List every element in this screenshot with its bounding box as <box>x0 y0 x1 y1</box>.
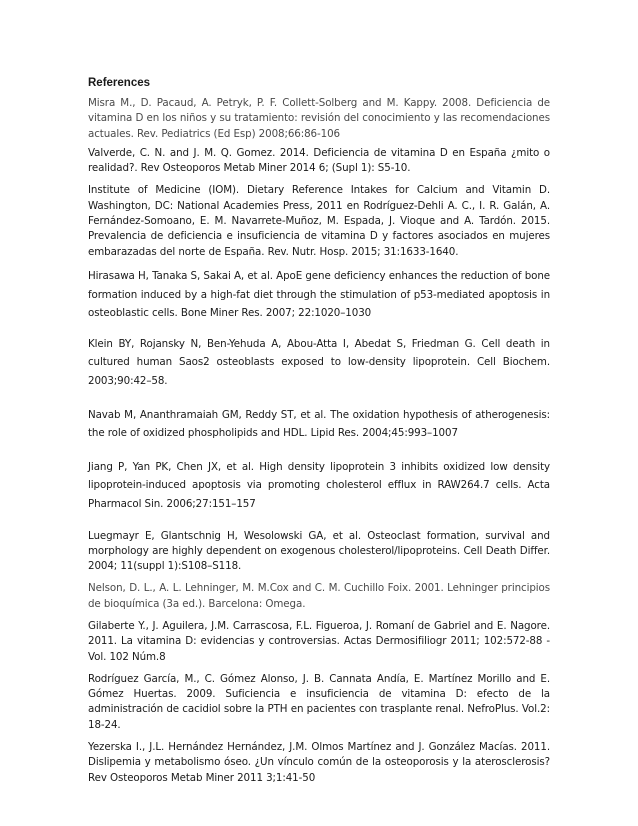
reference-klein: Klein BY, Rojansky N, Ben-Yehuda A, Abou-Atta I, Abedat S, Friedman G. Cell death in cultured human Saos2 osteoblasts exposed to low-density lipoprotein. Cell Biochem. 2003;90:42–58. <box>88 337 550 387</box>
reference-nelson: Nelson, D. L., A. L. Lehninger, M. M.Cox and C. M. Cuchillo Foix. 2001. Lehninger principios de bioquímica (3a ed.). Barcelona: Omega. <box>88 582 550 610</box>
reference-yezerska: Yezerska I., J.L. Hernández Hernández, J.M. Olmos Martínez and J. González Macías. 2011. Dislipemia y metabolismo óseo. ¿Un vínculo común de la osteoporosis y la aterosclerosis? Rev Osteoporos Metab Miner 2011 3;1:41-50 <box>88 741 550 784</box>
reference-luegmayr: Luegmayr E, Glantschnig H, Wesolowski GA, et al. Osteoclast formation, survival and morphology are highly dependent on exogenous cholesterol/lipoproteins. Cell Death Differ. 2004; 11(suppl 1):S108–S118. <box>88 529 550 573</box>
reference-iom: Institute of Medicine (IOM). Dietary Reference Intakes for Calcium and Vitamin D. Washington, DC: National Academies Press, 2011 en Rodríguez-Dehli A. C., I. R. Galán, A. Fernández-Somoano, E. M. Navarrete-Muñoz, M. Espada, J. Vioque and A. Tardón. 2015. Prevalencia de deficiencia e insuficiencia de vitamina D y factores asociados en mujeres embarazadas del norte de España. Rev. Nutr. Hosp. 2015; 31:1633-1640. <box>88 184 550 258</box>
reference-misra: Misra M., D. Pacaud, A. Petryk, P. F. Collett-Solberg and M. Kappy. 2008. Deficiencia de vitamina D en los niños y su tratamiento: revisión del conocimiento y las recomendaciones actuales. Rev. Pediatrics (Ed Esp) 2008;66:86-106 <box>88 97 550 140</box>
reference-hirasawa: Hirasawa H, Tanaka S, Sakai A, et al. ApoE gene deficiency enhances the reduction of bone formation induced by a high-fat diet through the stimulation of p53-mediated apoptosis in osteoblastic cells. Bone Miner Res. 2007; 22:1020–1030 <box>88 269 550 320</box>
reference-valverde: Valverde, C. N. and J. M. Q. Gomez. 2014. Deficiencia de vitamina D en España ¿mito o realidad?. Rev Osteoporos Metab Miner 2014 6; (Supl 1): S5-10. <box>88 146 550 175</box>
reference-navab: Navab M, Ananthramaiah GM, Reddy ST, et al. The oxidation hypothesis of atherogenesis: the role of oxidized phospholipids and HDL. Lipid Res. 2004;45:993–1007 <box>88 408 550 440</box>
references-heading: References <box>88 77 151 89</box>
reference-rodriguez: Rodríguez García, M., C. Gómez Alonso, J. B. Cannata Andía, E. Martínez Morillo and E. Gómez Huertas. 2009. Suficiencia e insuficiencia de vitamina D: efecto de la administración de cacidiol sobre la PTH en pacientes con trasplante renal. NefroPlus. Vol.2: 18-24. <box>88 672 550 731</box>
reference-gilaberte: Gilaberte Y., J. Aguilera, J.M. Carrascosa, F.L. Figueroa, J. Romaní de Gabriel and E. Nagore. 2011. La vitamina D: evidencias y controversias. Actas Dermosifiliogr 2011; 102:572-88 - Vol. 102 Núm.8 <box>88 619 550 663</box>
reference-jiang: Jiang P, Yan PK, Chen JX, et al. High density lipoprotein 3 inhibits oxidized low density lipoprotein-induced apoptosis via promoting cholesterol efflux in RAW264.7 cells. Acta Pharmacol Sin. 2006;27:151–157 <box>88 460 550 510</box>
references-page <box>88 76 550 786</box>
